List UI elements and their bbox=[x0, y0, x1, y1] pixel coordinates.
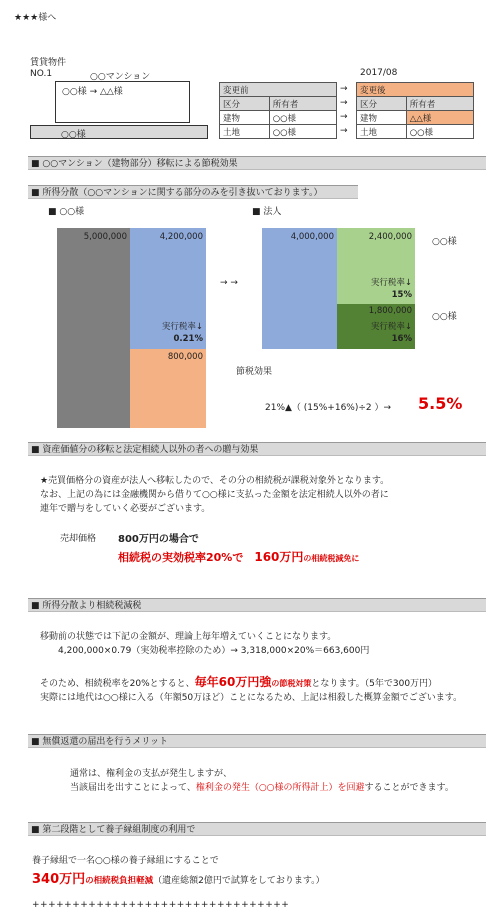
value-label: 800,000 bbox=[167, 352, 203, 362]
value-label: 4,200,000 bbox=[159, 232, 203, 242]
price-value: 800万円の場合で bbox=[118, 534, 199, 545]
cell: △△様 bbox=[406, 111, 473, 125]
effect-label: 節税効果 bbox=[236, 367, 273, 377]
rate-value: 0.21% bbox=[173, 334, 203, 344]
transfer-text: ○○様 → △△様 bbox=[62, 87, 123, 97]
owner-footer-text: ○○様 bbox=[61, 130, 86, 140]
before-table bbox=[219, 82, 337, 139]
text-highlight: 340万円 bbox=[32, 872, 86, 887]
section-heading: ■ 無償返還の届出を行うメリット bbox=[28, 734, 486, 748]
bar-right-top bbox=[337, 228, 415, 304]
text-part: そのため、相続税率を20%とすると、 bbox=[40, 679, 195, 689]
paragraph-line: 4,200,000×0.79（実効税率控除のため）→ 3,318,000×20%＝663,600円 bbox=[58, 646, 370, 656]
paragraph-line bbox=[32, 868, 325, 887]
text-part: 当該届出を出すことによって、 bbox=[70, 783, 196, 793]
text-part: することができます。 bbox=[364, 783, 454, 793]
chart-left-label: ■ ○○様 bbox=[48, 207, 85, 217]
highlight-a: 相続税の実効税率20%で bbox=[118, 551, 244, 564]
cell: 土地 bbox=[220, 125, 270, 139]
property-no: NO.1 bbox=[30, 69, 53, 79]
paragraph-line: 移動前の状態では下記の金額が、理論上毎年増えていくことになります。 bbox=[40, 632, 337, 642]
owner-footer bbox=[30, 125, 208, 139]
bar-right-base bbox=[262, 228, 337, 349]
cell: ○○様 bbox=[406, 125, 473, 139]
value-label: 1,800,000 bbox=[368, 306, 412, 316]
paragraph-line bbox=[40, 673, 437, 690]
cell: 所有者 bbox=[269, 97, 336, 111]
property-label: 賃貸物件 bbox=[30, 58, 67, 68]
right-tag-top: ○○様 bbox=[432, 237, 457, 247]
right-tag-bottom: ○○様 bbox=[432, 312, 457, 322]
bar-left-lower bbox=[130, 349, 206, 428]
chart-right-label: ■ 法人 bbox=[252, 207, 282, 217]
text-highlight: の節税対策 bbox=[271, 679, 312, 688]
paragraph-line: ★売買価格分の資産が法人へ移転したので、その分の相続税が課税対象外となります。 bbox=[40, 476, 390, 486]
chart-arrow: → → bbox=[220, 278, 238, 288]
after-table bbox=[356, 82, 474, 139]
rate-label: 実行税率↓ bbox=[370, 322, 412, 332]
effect-formula: 21%▲（ (15%+16%)÷2 ）→ bbox=[265, 403, 392, 413]
bar-left-total bbox=[57, 228, 130, 428]
paragraph-line: 連年で贈与をしていく必要がございます。 bbox=[40, 504, 211, 514]
cell: 建物 bbox=[220, 111, 270, 125]
cell: ○○様 bbox=[269, 111, 336, 125]
recipient: ★★★様へ bbox=[14, 13, 57, 23]
transfer-box bbox=[55, 81, 190, 123]
bar-left-upper bbox=[130, 228, 206, 349]
price-label: 売却価格 bbox=[60, 534, 97, 544]
section-heading: ■ 資産価値分の移転と法定相続人以外の者への贈与効果 bbox=[28, 442, 486, 456]
paragraph-line: 通常は、権利金の支払が発生しますが、 bbox=[70, 769, 233, 779]
section-heading: ■ 所得分散（○○マンションに関する部分のみを引き抜いております。） bbox=[28, 185, 358, 199]
value-label: 4,000,000 bbox=[290, 232, 334, 242]
cell: 建物 bbox=[357, 111, 407, 125]
before-title: 変更前 bbox=[220, 83, 337, 97]
highlight-c: の相続税減免に bbox=[303, 554, 360, 563]
cell: ○○様 bbox=[269, 125, 336, 139]
text-highlight: 毎年60万円強 bbox=[194, 675, 272, 689]
cell: 区分 bbox=[357, 97, 407, 111]
text-part: となります。（5年で300万円） bbox=[311, 679, 438, 689]
rate-value: 15% bbox=[391, 290, 412, 300]
after-date: 2017/08 bbox=[360, 68, 398, 78]
value-label: 2,400,000 bbox=[368, 232, 412, 242]
paragraph-line: 実際には地代は○○様に入る（年額50万ほど）ことになるため、上記は相殺した概算金額でございます。 bbox=[40, 693, 463, 703]
section-heading: ■ ○○マンション（建物部分）移転による節税効果 bbox=[28, 156, 486, 170]
section-heading: ■ 所得分散より相続税減税 bbox=[28, 598, 486, 612]
divider-plus: ++++++++++++++++++++++++++++++++ bbox=[32, 900, 290, 910]
rate-label: 実行税率↓ bbox=[370, 278, 412, 288]
arrow: → bbox=[340, 112, 348, 122]
highlight-b: 160万円 bbox=[254, 550, 304, 564]
paragraph-line: なお、上記の為には金融機関から借りて○○様に支払った金額を法定相続人以外の者に bbox=[40, 490, 389, 500]
cell: 土地 bbox=[357, 125, 407, 139]
rate-label: 実行税率↓ bbox=[161, 322, 203, 332]
section-heading: ■ 第二段階として養子縁組制度の利用で bbox=[28, 822, 486, 836]
cell: 所有者 bbox=[406, 97, 473, 111]
effect-result: 5.5% bbox=[418, 394, 463, 413]
rate-value: 16% bbox=[391, 334, 412, 344]
arrow: → bbox=[340, 126, 348, 136]
bar-right-bottom bbox=[337, 304, 415, 349]
arrow: → bbox=[340, 84, 348, 94]
text-highlight: の相続税負担軽減 bbox=[85, 876, 154, 886]
paragraph-line bbox=[70, 780, 454, 793]
text-part: （遺産総額2億円で試算をしております。） bbox=[153, 876, 325, 886]
paragraph-line: 養子縁組で一名○○様の養子縁組にすることで bbox=[32, 856, 219, 866]
after-title: 変更後 bbox=[357, 83, 474, 97]
text-highlight: 権利金の発生（○○様の所得計上）を回避 bbox=[195, 783, 365, 793]
property-name: ○○マンション bbox=[90, 72, 151, 82]
arrow: → bbox=[340, 98, 348, 108]
cell: 区分 bbox=[220, 97, 270, 111]
value-label: 5,000,000 bbox=[83, 232, 127, 242]
highlight-line bbox=[118, 548, 359, 565]
